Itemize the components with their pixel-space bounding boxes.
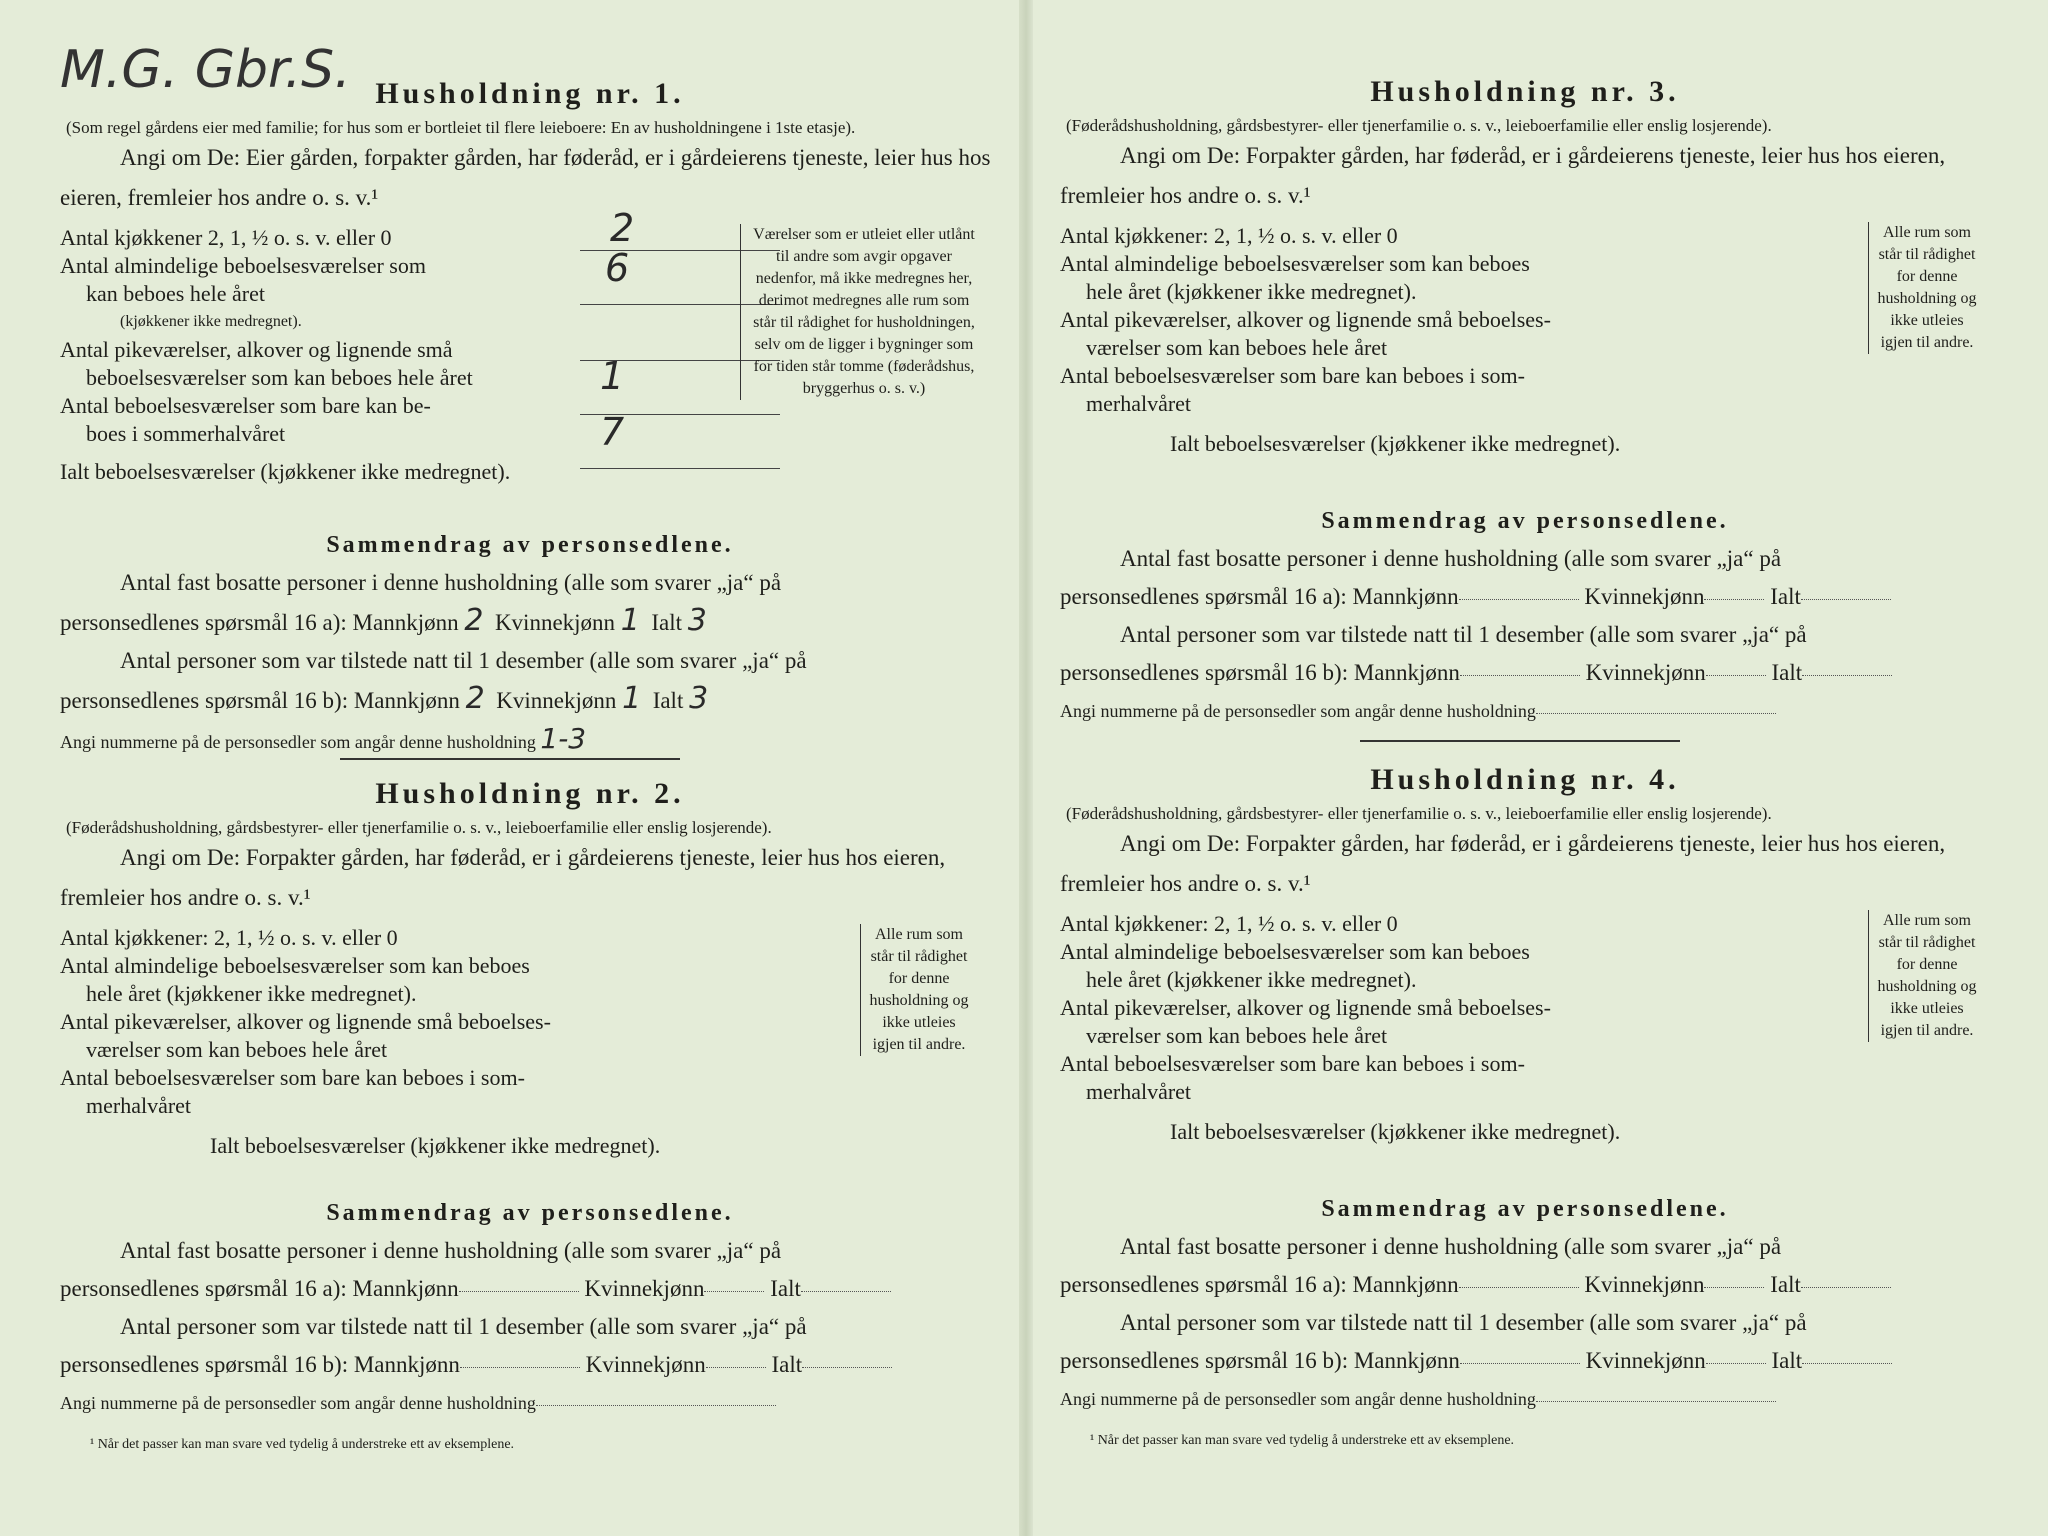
household-1-angi: Angi om De: Eier gården, forpakter gården, har føderåd, er i gårdeierens tjeneste, leier hus hos eieren, fremleier hos andre o. s. v.¹: [60, 145, 991, 210]
resident-male-value: 2: [464, 603, 484, 638]
household-1-summary-title: Sammendrag av personsedlene.: [326, 532, 734, 558]
left-page: [60, 0, 1000, 1536]
summer-rooms-label-2: boes i sommerhalvåret: [86, 421, 286, 446]
household-2-angi: Angi om De: Forpakter gården, har føderåd, er i gårdeierens tjeneste, leier hus hos eieren, fremleier hos andre o. s. v.¹: [60, 845, 946, 910]
summer-rooms-value: 1: [600, 354, 625, 398]
ordinary-rooms-value: 6: [605, 246, 630, 290]
page-fold: [1019, 0, 1033, 1536]
resident-female-value: 1: [620, 603, 640, 638]
resident-total-value: 3: [687, 603, 707, 638]
present-male-value: 2: [465, 681, 485, 716]
total-rooms-value: 7: [600, 410, 625, 454]
household-2-note: (Føderådshusholdning, gårdsbestyrer- eller tjenerfamilie o. s. v., leieboerfamilie eller enslig losjerende).: [66, 818, 772, 837]
household-1-rooms: [60, 206, 1000, 504]
household-2: [60, 774, 1000, 1452]
household-1-note: (Som regel gårdens eier med familie; for hus som er bortleiet til flere leieboere: En av husholdningene i 1ste etasje).: [66, 118, 856, 137]
household-4: Husholdning nr. 4. (Føderådshusholdning, gårdsbestyrer- eller tjenerfamilie o. s. v., leieboerfamilie eller enslig losjerende). Angi om De: Forpakter gården, har føderåd, er i gårdeierens tjeneste, leier hus hos eieren, fremleier hos andre o. s. v.¹ Antal kjøkkener: 2, 1, ½ o. s. v. eller 0 Antal almindelige beboelsesværelser som kan beboes hele året (kjøkkener ikke medregnet). Antal pikeværelser, alkover og lignende små beboelses- værelser som kan beboes hele året Antal beboelsesværelser som bare kan beboes i som- merhalvåret Ialt beboelsesværelser (kjøkkener ikke medregnet). Alle rum som står til rådighet for denne husholdning og ikke utleies igjen til andre. Sammendrag av personsedlene. Antal fast bosatte personer i denne husholdning (alle som svarer „ja“ på personsedlenes spørsmål 16 a): Mannkjønn Kvinnekjønn Ialt Antal personer som var tilstede natt til 1 desember (alle som svarer „ja“ på personsedlenes spørsmål 16 b): Mannkjønn Kvinnekjønn Ialt Angi nummerne på de personsedler som angår denne husholdning ¹ Når det passer kan man svare ved tydelig å understreke ett av eksemplene.: [1060, 763, 1977, 1448]
kitchens-label: Antal kjøkkener 2, 1, ½ o. s. v. eller 0: [60, 225, 392, 250]
household-3: Husholdning nr. 3. (Føderådshusholdning, gårdsbestyrer- eller tjenerfamilie o. s. v., leieboerfamilie eller enslig losjerende). Angi om De: Forpakter gården, har føderåd, er i gårdeierens tjeneste, leier hus hos eieren, fremleier hos andre o. s. v.¹ Antal kjøkkener: 2, 1, ½ o. s. v. eller 0 Antal almindelige beboelsesværelser som kan beboes hele året (kjøkkener ikke medregnet). Antal pikeværelser, alkover og lignende små beboelses- værelser som kan beboes hele året Antal beboelsesværelser som bare kan beboes i som- merhalvåret Ialt beboelsesværelser (kjøkkener ikke medregnet). Alle rum som står til rådighet for denne husholdning og ikke utleies igjen til andre. Sammendrag av personsedlene. Antal fast bosatte personer i denne husholdning (alle som svarer „ja“ på personsedlenes spørsmål 16 a): Mannkjønn Kvinnekjønn Ialt Antal personer som var tilstede natt til 1 desember (alle som svarer „ja“ på personsedlenes spørsmål 16 b): Mannkjønn Kvinnekjønn Ialt Angi nummerne på de personsedler som angår denne husholdning: [1060, 75, 1977, 721]
household-1-summary: Sammendrag av personsedlene. Antal fast bosatte personer i denne husholdning (alle som svarer „ja“ på personsedlenes spørsmål 16 a): Mannkjønn 2 Kvinnekjønn 1 Ialt 3 Antal personer som var tilstede natt til 1 desember (alle som svarer „ja“ på personsedlenes spørsmål 16 b): Mannkjønn 2 Kvinnekjønn 1 Ialt 3 Angi nummerne på de personsedler som angår denne husholdning 1-3: [60, 526, 1000, 761]
right-page: [1060, 0, 1990, 1536]
small-rooms-label: Antal pikeværelser, alkover og lignende små: [60, 337, 453, 362]
ordinary-rooms-label: Antal almindelige beboelsesværelser som: [60, 253, 426, 278]
small-rooms-label-2: beboelsesværelser som kan beboes hele året: [86, 365, 473, 390]
household-2-summary: Sammendrag av personsedlene. Antal fast bosatte personer i denne husholdning (alle som svarer „ja“ på personsedlenes spørsmål 16 a): Mannkjønn Kvinnekjønn Ialt Antal personer som var tilstede natt til 1 desember (alle som svarer „ja“ på personsedlenes spørsmål 16 b): Mannkjønn Kvinnekjønn Ialt Angi nummerne på de personsedler som angår denne husholdning ¹ Når det passer kan man svare ved tydelig å understreke ett av eksemplene.: [60, 1194, 1000, 1464]
present-total-value: 3: [689, 681, 709, 716]
household-1: [60, 74, 1000, 755]
total-rooms-label: Ialt beboelsesværelser (kjøkkener ikke medregnet).: [60, 459, 511, 484]
ordinary-rooms-note: (kjøkkener ikke medregnet).: [120, 313, 302, 330]
household-2-rooms-note: Alle rum som står til rådighet for denne husholdning og ikke utleies igjen til andre.: [860, 924, 969, 1056]
household-1-rooms-note: Værelser som er utleiet eller utlånt til andre som avgir opgaver nedenfor, må ikke medregnes her, derimot medregnes alle rum som står til rådighet for husholdningen, selv om de ligger i bygninger som for tiden står tomme (føderådshus, bryggerhus o. s. v.): [740, 224, 979, 400]
kitchens-value: 2: [610, 206, 635, 250]
present-female-value: 1: [622, 681, 642, 716]
person-numbers-value: 1-3: [540, 722, 587, 755]
household-1-title: Husholdning nr. 1.: [375, 77, 685, 110]
household-2-rooms: Antal kjøkkener: 2, 1, ½ o. s. v. eller 0 Antal almindelige beboelsesværelser som kan beboes hele året (kjøkkener ikke medregnet). Antal pikeværelser, alkover og lignende små beboelses- værelser som kan beboes hele året Antal beboelsesværelser som bare kan beboes i som- merhalvåret Ialt beboelsesværelser (kjøkkener ikke medregnet). Alle rum som står til rådighet for denne husholdning og ikke utleies igjen til andre.: [60, 925, 969, 1158]
summer-rooms-label: Antal beboelsesværelser som bare kan be-: [60, 393, 431, 418]
ordinary-rooms-label-2: kan beboes hele året: [86, 281, 265, 306]
household-2-title: Husholdning nr. 2.: [375, 777, 685, 810]
handwritten-note: M.G. Gbr.S.: [60, 40, 351, 100]
